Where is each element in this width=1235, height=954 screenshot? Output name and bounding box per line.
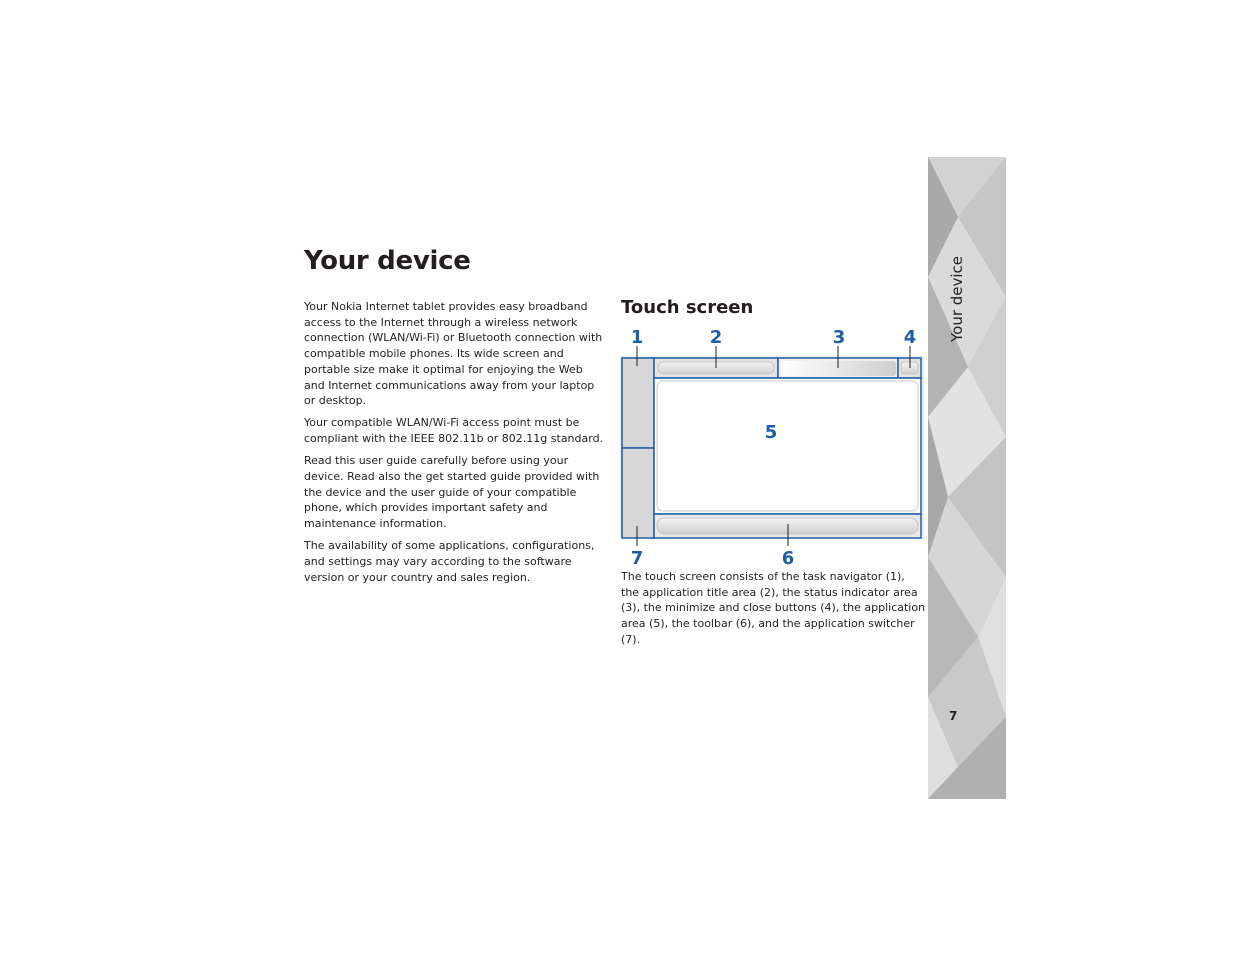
- page-number: 7: [949, 709, 958, 723]
- touch-screen-diagram: [620, 322, 925, 572]
- callout-number-4: 4: [903, 327, 917, 348]
- diagram-caption: The touch screen consists of the task navigator (1), the application title area (2), the status indicator area (3), the minimize and close buttons (4), the application area (5), the toolbar (6), and the application switcher (7).: [621, 570, 926, 646]
- callout-number-2: 2: [709, 327, 723, 348]
- callout-number-3: 3: [832, 327, 846, 348]
- callout-number-5: 5: [764, 422, 778, 443]
- page-title: Your device: [304, 246, 471, 276]
- side-tab: [928, 157, 1006, 799]
- callout-number-6: 6: [781, 548, 795, 569]
- intro-paragraph: The availability of some applications, configurations, and settings may vary according to the software version or your country and sales region.: [304, 539, 595, 584]
- intro-paragraph: Read this user guide carefully before using your device. Read also the get started guide provided with the device and the user guide of your compatible phone, which provides important safety and maintenance information.: [304, 454, 600, 531]
- intro-text: [304, 299, 604, 592]
- callout-number-1: 1: [630, 327, 644, 348]
- side-tab-pattern: [928, 157, 1006, 799]
- callout-number-7: 7: [630, 548, 644, 569]
- intro-paragraph: Your compatible WLAN/Wi-Fi access point must be compliant with the IEEE 802.11b or 802.11g standard.: [304, 416, 604, 446]
- intro-paragraph: Your Nokia Internet tablet provides easy broadband access to the Internet through a wireless network connection (WLAN/Wi-Fi) or Bluetooth connection with compatible mobile phones. Its wide screen and portable size make it optimal for enjoying the Web and Internet communications away from your laptop or desktop.: [304, 300, 603, 408]
- application-area-inner: [657, 381, 918, 511]
- section-heading: Touch screen: [621, 297, 754, 318]
- side-tab-label: Your device: [948, 255, 966, 343]
- application-switcher: [622, 448, 654, 538]
- task-navigator: [622, 358, 654, 448]
